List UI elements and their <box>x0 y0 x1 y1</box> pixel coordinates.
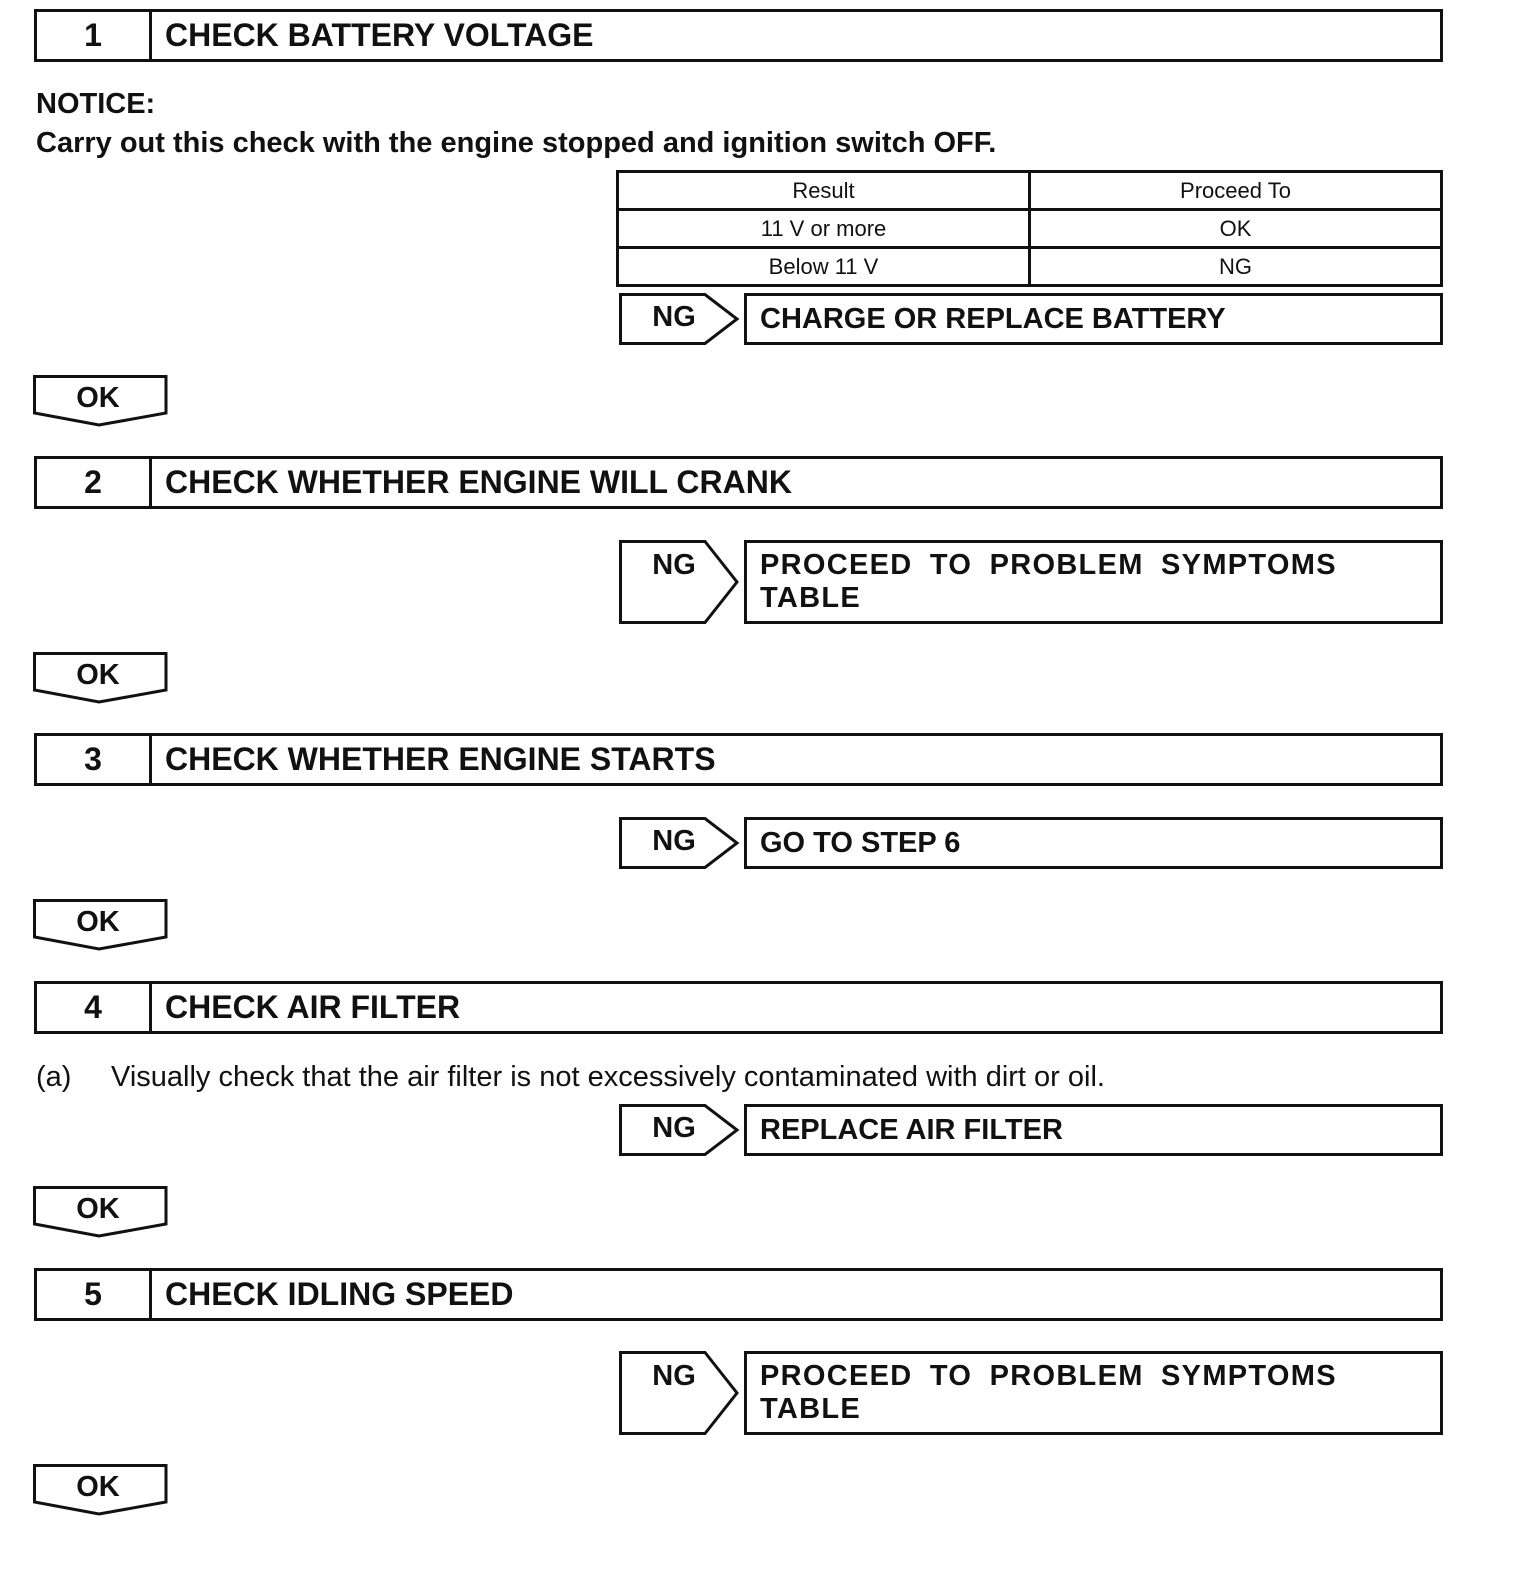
substep-text: Visually check that the air filter is not excessively contaminated with dirt or oil. <box>111 1061 1105 1093</box>
ok-label: OK <box>76 1193 120 1225</box>
step-3-header <box>34 733 1443 786</box>
step-4-header <box>34 981 1443 1034</box>
table-row <box>618 210 1442 248</box>
result-table <box>616 170 1443 287</box>
ng-action-box: PROCEED TO PROBLEM SYMPTOMS TABLE <box>744 1351 1443 1435</box>
step-number: 4 <box>37 984 152 1031</box>
step-1-header <box>34 9 1443 62</box>
table-header-row <box>618 172 1442 210</box>
ng-label: NG <box>652 1360 696 1392</box>
ng-action-box: GO TO STEP 6 <box>744 817 1443 869</box>
step-number: 1 <box>37 12 152 59</box>
ng-label: NG <box>652 825 696 857</box>
table-cell: 11 V or more <box>618 210 1030 248</box>
substep-marker: (a) <box>36 1061 72 1093</box>
notice-text: Carry out this check with the engine stopped and ignition switch OFF. <box>36 127 997 159</box>
table-cell: OK <box>1030 210 1442 248</box>
table-cell: NG <box>1030 248 1442 286</box>
step-title: CHECK WHETHER ENGINE STARTS <box>165 741 716 777</box>
ok-label: OK <box>76 1471 120 1503</box>
ng-action-box: REPLACE AIR FILTER <box>744 1104 1443 1156</box>
ng-action-box: PROCEED TO PROBLEM SYMPTOMS TABLE <box>744 540 1443 624</box>
step-5-header <box>34 1268 1443 1321</box>
ng-label: NG <box>652 1112 696 1144</box>
step-title: CHECK WHETHER ENGINE WILL CRANK <box>165 464 792 500</box>
notice-label: NOTICE: <box>36 88 156 120</box>
ng-action-box: CHARGE OR REPLACE BATTERY <box>744 293 1443 345</box>
table-cell: Below 11 V <box>618 248 1030 286</box>
step-number: 2 <box>37 459 152 506</box>
ok-label: OK <box>76 906 120 938</box>
ng-label: NG <box>652 549 696 581</box>
ok-label: OK <box>76 382 120 414</box>
table-header-cell: Result <box>618 172 1030 210</box>
ng-label: NG <box>652 301 696 333</box>
ok-label: OK <box>76 659 120 691</box>
step-title: CHECK BATTERY VOLTAGE <box>165 17 594 53</box>
step-2-header <box>34 456 1443 509</box>
table-row <box>618 248 1442 286</box>
step-number: 3 <box>37 736 152 783</box>
step-number: 5 <box>37 1271 152 1318</box>
step-title: CHECK IDLING SPEED <box>165 1276 514 1312</box>
step-title: CHECK AIR FILTER <box>165 989 461 1025</box>
table-header-cell: Proceed To <box>1030 172 1442 210</box>
